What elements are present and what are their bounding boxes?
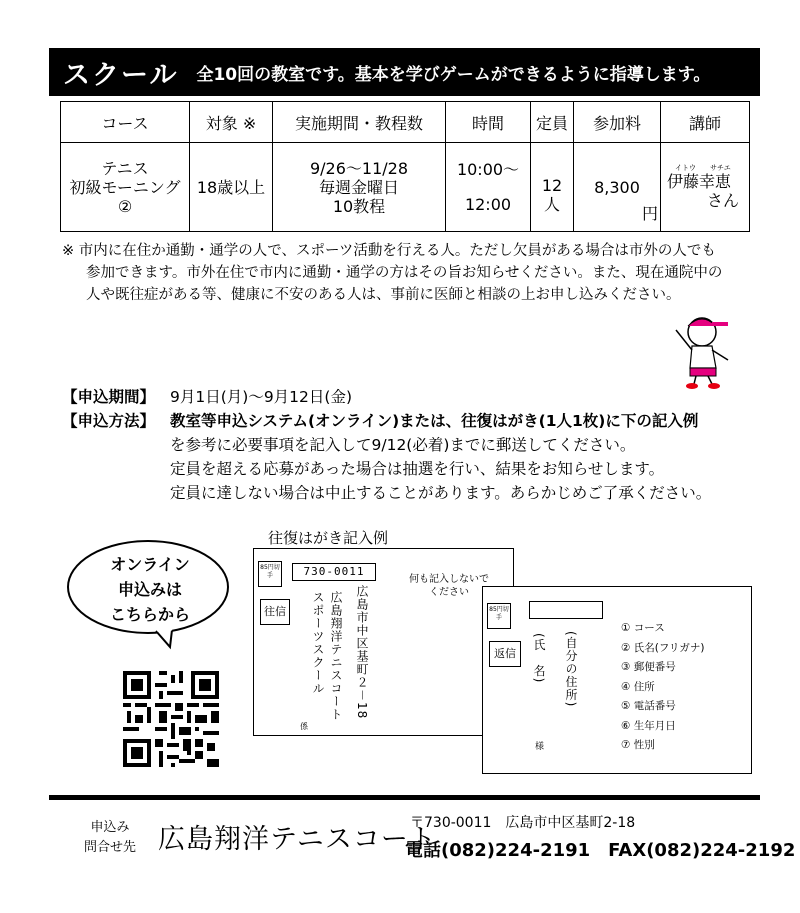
blank-note-line: ください [429,587,469,598]
footer-org-name: 広島翔洋テニスコート [158,824,437,855]
reply-honorific: 様 [535,742,545,752]
course-line: テニス [101,158,149,178]
footer-address: 〒730-0011 広島市中区基町2-18 [410,815,636,831]
send-to-1: 広島翔洋テニスコート [329,591,343,721]
banner-title: スクール [63,59,179,91]
apply-period-row [62,385,782,409]
reply-address: (自分の住所) [564,631,578,708]
apply-method-row [62,409,782,433]
reply-stamp: 85円切手 [487,603,511,629]
reply-postcard [482,586,752,774]
reply-name: (氏 名) [532,633,546,684]
course-line: 初級モーニング [69,177,181,197]
capacity-number: 12 [541,176,563,195]
footer-divider [49,795,760,800]
contact-line: 申込み [90,820,130,835]
time-start: 10:00～ [456,160,520,179]
cell-course [61,143,190,232]
apply-method-line: 定員に達しない場合は中止することがあります。あらかじめご了承ください。 [170,484,712,502]
period-line: 10教程 [332,196,386,216]
header-instructor: 講師 [661,102,750,143]
online-bubble[interactable] [70,552,230,627]
send-zip: 730-0011 [292,563,376,581]
send-address: 広島市中区基町２－18 [355,585,369,720]
period-line: 毎週金曜日 [318,177,399,197]
application-info [62,385,782,505]
qr-code-icon[interactable] [123,671,219,767]
period-line: 9/26～11/28 [309,158,409,178]
instructor-suffix: さん [706,191,739,210]
reply-item: ④ 住所 [621,680,655,693]
fee-value: 8,300 [594,177,640,197]
header-course: コース [61,102,190,143]
cell-instructor [661,143,750,232]
header-fee: 参加料 [574,102,661,143]
cell-capacity [531,143,574,232]
bubble-line: 申込みは [117,580,182,599]
reply-item: ⑦ 性別 [621,739,655,751]
apply-method-line: を参考に必要事項を記入して9/12(必着)までに郵送してください。 [170,436,636,454]
capacity-unit: 人 [543,195,560,214]
apply-period-value: 9月1日(月)～9月12日(金) [170,388,352,406]
table-row [61,143,750,232]
reply-item: ① コース [621,622,665,634]
reply-label: 返信 [489,641,521,667]
apply-method-line: 定員を超える応募があった場合は抽選を行い、結果をお知らせします。 [170,460,665,478]
header-target: 対象 ※ [190,102,273,143]
note-line: 参加できます。市外在住で市内に通勤・通学の方はその旨お知らせください。また、現在通院中の [86,265,723,281]
send-honorific: 係 [300,722,308,731]
send-postcard [253,548,514,736]
reply-item: ⑥ 生年月日 [621,719,676,732]
reply-zip-boxes [529,601,603,619]
table-header-row [61,102,750,143]
bubble-line: オンライン [110,555,190,574]
apply-period-label: 【申込期間】 [62,388,156,406]
header-time: 時間 [446,102,531,143]
send-to-2: スポーツスクール [311,591,325,695]
note-line: 人や既往症がある等、健康に不安のある人は、事前に医師と相談の上お申し込みください。 [86,287,681,303]
header-capacity: 定員 [531,102,574,143]
send-label: 往信 [260,599,290,625]
apply-method-label: 【申込方法】 [62,412,156,430]
header-period: 実施期間・教程数 [273,102,446,143]
send-stamp: 85円切手 [258,561,282,587]
note-line: ※ 市内に在住か通勤・通学の人で、スポーツ活動を行える人。ただし欠員がある場合は市外の人でも [62,243,716,259]
cell-target: 18歳以上 [190,143,273,232]
reply-item: ③ 郵便番号 [621,661,676,673]
time-end: 12:00 [464,195,512,214]
footer-phone: 電話(082)224-2191 FAX(082)224-2192 [405,840,796,861]
course-line: ② [117,196,133,216]
bubble-line: こちらから [109,605,190,624]
school-banner [49,48,760,96]
cell-period [273,143,446,232]
banner-subtitle: 全10回の教室です。基本を学びゲームができるように指導します。 [196,64,711,85]
blank-note-line: 何も記入しないで [409,574,489,585]
instructor-ruby: イトウ サチエ [675,164,731,172]
reply-items [621,619,704,756]
instructor-name: 伊藤幸恵 [667,172,732,191]
reply-item: ② 氏名(フリガナ) [621,641,705,654]
footer-contact-label [80,818,140,858]
fee-unit: 円 [641,204,658,223]
course-table [60,101,750,232]
eligibility-note [62,240,762,306]
cell-fee [574,143,661,232]
reply-item: ⑤ 電話番号 [621,700,676,712]
contact-line: 問合せ先 [83,840,136,855]
postcard-example-title: 往復はがき記入例 [268,529,389,547]
mascot-illustration [662,310,747,390]
apply-method-line: 教室等申込システム(オンライン)または、往復はがき(1人1枚)に下の記入例 [170,412,699,430]
cell-time [446,143,531,232]
